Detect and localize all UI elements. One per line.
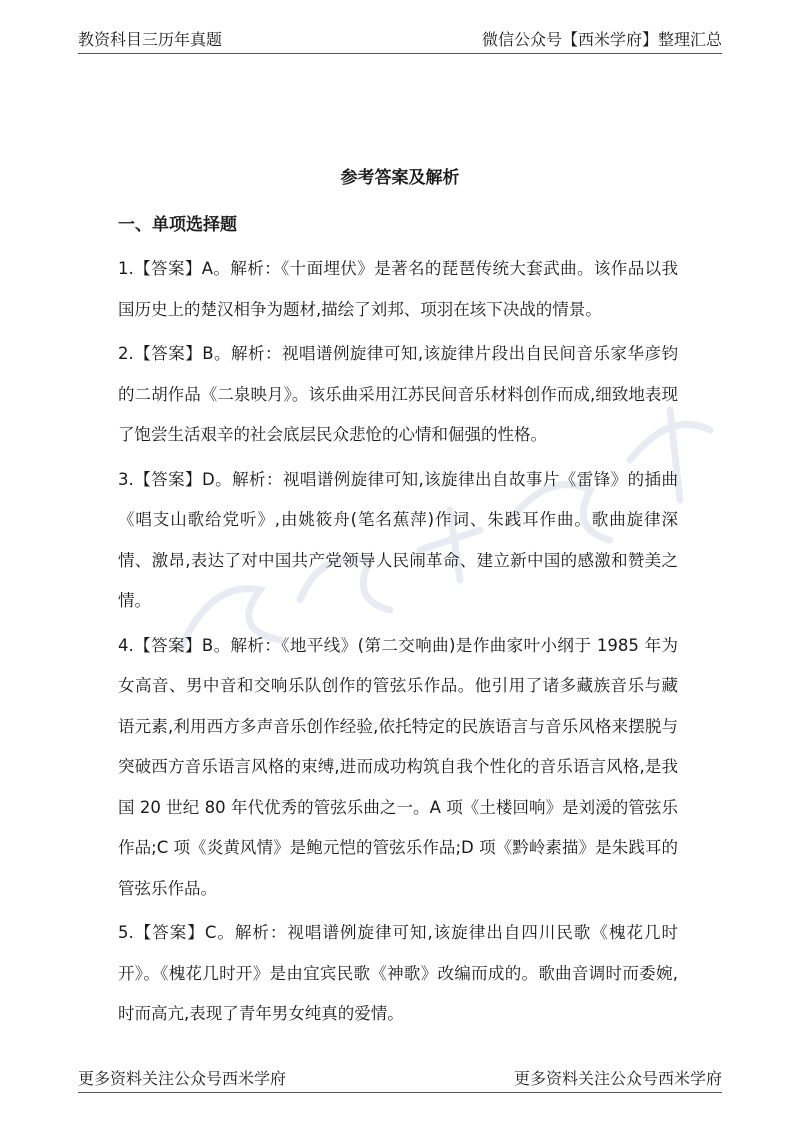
answer-item-3: 3.【答案】D。解析：视唱谱例旋律可知,该旋律出自故事片《雷锋》的插曲《唱支山歌给党听》,由姚筱舟(笔名蕉萍)作词、朱践耳作曲。歌曲旋律深情、激昂,表达了对中国共产党领导人民闹革命、建立新中国的感激和赞美之情。 [118, 469, 678, 610]
answer-item-1: 1.【答案】A。解析：《十面埋伏》是著名的琵琶传统大套武曲。该作品以我国历史上的楚汉相争为题材,描绘了刘邦、项羽在垓下决战的情景。 [118, 259, 678, 319]
header-left-text: 教资科目三历年真题 [78, 30, 223, 49]
section-heading: 一、单项选择题 [118, 215, 237, 235]
answer-item-4: 4.【答案】B。解析：《地平线》(第二交响曲)是作曲家叶小纲于 1985 年为女高音、男中音和交响乐队创作的管弦乐作品。他引用了诸多藏族音乐与藏语元素,利用西方多声音乐创作经验,依托特定的民族语言与音乐风格来摆脱与突破西方音乐语言风格的束缚,进而成功构筑自我个性化的音乐语言风格,是我国 20 世纪 80 年代优秀的管弦乐曲之一。A 项《土楼回响》是刘湲的管弦乐作品;C 项《炎黄风情》是鲍元恺的管弦乐作品;D 项《黔岭素描》是朱践耳的管弦乐作品。 [118, 635, 678, 898]
page-footer [78, 1065, 722, 1093]
answer-item-5: 5.【答案】C。解析：视唱谱例旋律可知,该旋律出自四川民歌《槐花几时开》。《槐花几时开》是由宜宾民歌《神歌》改编而成的。歌曲音调时而委婉,时而高亢,表现了青年男女纯真的爱情。 [118, 923, 678, 1023]
page-header [78, 24, 722, 54]
footer-left-text: 更多资料关注公众号西米学府 [78, 1069, 287, 1088]
answer-item-2: 2.【答案】B。解析：视唱谱例旋律可知,该旋律片段出自民间音乐家华彦钧的二胡作品《二泉映月》。该乐曲采用江苏民间音乐材料创作而成,细致地表现了饱尝生活艰辛的社会底层民众悲怆的心情和倔强的性格。 [118, 344, 678, 444]
document-title: 参考答案及解析 [340, 168, 460, 188]
footer-right-text: 更多资料关注公众号西米学府 [513, 1069, 722, 1088]
answer-list [118, 249, 678, 1039]
header-right-text: 微信公众号【西米学府】整理汇总 [481, 30, 722, 49]
